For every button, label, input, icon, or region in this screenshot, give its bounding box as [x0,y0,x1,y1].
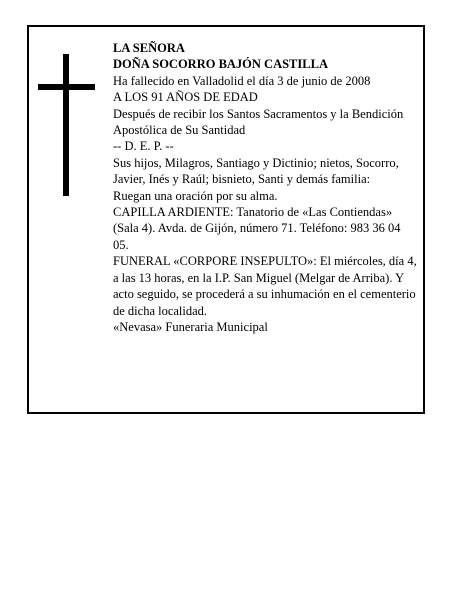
title-line-1: LA SEÑORA [113,41,185,55]
cross-icon-crossbar [38,84,95,90]
obituary-text [113,40,418,335]
death-line: Ha fallecido en Valladolid el día 3 de junio de 2008 [113,73,371,88]
prayer-line: Ruegan una oración por su alma. [113,188,278,203]
cross-icon [63,54,69,196]
sacraments-line: Después de recibir los Santos Sacramentos y la Bendición Apostólica de Su Santidad [113,106,404,138]
chapel-line: CAPILLA ARDIENTE: Tanatorio de «Las Contiendas» (Sala 4). Avda. de Gijón, número 71. Teléfono: 983 36 04 05. [113,205,401,252]
funeral-home-line: «Nevasa» Funeraria Municipal [113,319,268,334]
age-line: A LOS 91 AÑOS DE EDAD [113,90,258,105]
rip-line: -- D. E. P. -- [113,139,174,154]
deceased-name: DOÑA SOCORRO BAJÓN CASTILLA [113,57,328,72]
family-line: Sus hijos, Milagros, Santiago y Dictinio; nietos, Socorro, Javier, Inés y Raúl; bisnieto, Santi y demás familia: [113,155,399,187]
funeral-line: FUNERAL «CORPORE INSEPULTO»: El miércoles, día 4, a las 13 horas, en la I.P. San Miguel (Melgar de Arriba). Y acto seguido, se procederá a su inhumación en el cementerio de dicha localidad. [113,254,417,318]
